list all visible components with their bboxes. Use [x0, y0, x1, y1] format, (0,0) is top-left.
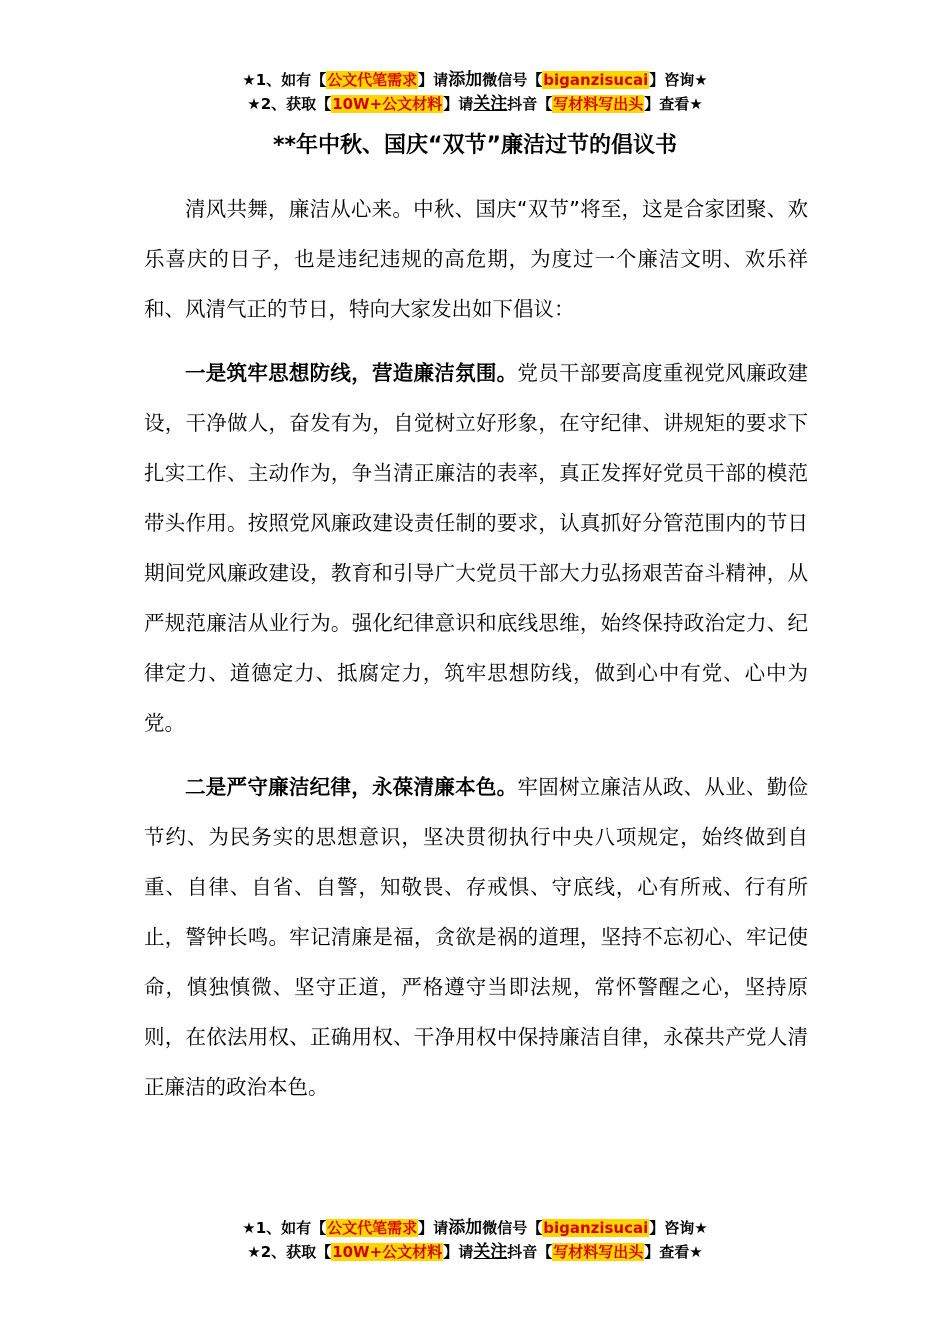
paragraph-point-2 — [144, 762, 808, 1112]
paragraph-text: 党员干部要高度重视党风廉政建设，干净做人，奋发有为，自觉树立好形象，在守纪律、讲规矩的要求下扎实工作、主动作为，争当清正廉洁的表率，真正发挥好党员干部的模范带头作用。按照党风廉政建设责任制的要求，认真抓好分管范围内的节日期间党风廉政建设，教育和引导广大党员干部大力弘扬艰苦奋斗精神，从严规范廉洁从业行为。强化纪律意识和底线思维，始终保持政治定力、纪律定力、道德定力、抵腐定力，筑牢思想防线，做到心中有党、心中为党。 — [144, 361, 809, 735]
promo-text: 微信号【 — [482, 71, 543, 89]
promo-text: ★1、如有【 — [242, 71, 327, 89]
promo-text: 】请 — [418, 1219, 449, 1237]
footer-promo-banner — [0, 1216, 950, 1264]
promo-emphasis: 添加 — [448, 70, 483, 90]
paragraph-point-1 — [144, 348, 808, 748]
promo-text: 抖音【 — [507, 1243, 553, 1261]
promo-text: 抖音【 — [507, 95, 553, 113]
promo-highlight: 10W+公文材料 — [332, 95, 443, 113]
promo-emphasis: 关注 — [473, 94, 508, 114]
promo-highlight: 写材料写出头 — [553, 95, 644, 113]
promo-text: ★1、如有【 — [242, 1219, 327, 1237]
promo-highlight: 10W+公文材料 — [332, 1243, 443, 1261]
promo-highlight: biganzisucai — [543, 1219, 649, 1237]
promo-text: 微信号【 — [482, 1219, 543, 1237]
promo-emphasis: 关注 — [473, 1242, 508, 1262]
document-title: **年中秋、国庆“双节”廉洁过节的倡议书 — [273, 133, 677, 158]
promo-text: ★2、获取【 — [247, 1243, 332, 1261]
promo-line-2 — [0, 1240, 950, 1264]
promo-highlight: biganzisucai — [543, 71, 649, 89]
promo-text: 】请 — [418, 71, 449, 89]
promo-line-2 — [0, 92, 950, 116]
promo-text: 】查看★ — [644, 95, 703, 113]
paragraph-intro — [144, 184, 808, 334]
promo-emphasis: 添加 — [448, 1218, 483, 1238]
promo-text: 】请 — [443, 95, 474, 113]
promo-text: 】查看★ — [644, 1243, 703, 1261]
promo-text: 】请 — [443, 1243, 474, 1261]
promo-text: 】咨询★ — [649, 1219, 708, 1237]
promo-text: ★2、获取【 — [247, 95, 332, 113]
promo-highlight: 写材料写出头 — [553, 1243, 644, 1261]
promo-line-1 — [0, 1216, 950, 1240]
paragraph-text: 清风共舞，廉洁从心来。中秋、国庆“双节”将至，这是合家团聚、欢乐喜庆的日子，也是违纪违规的高危期，为度过一个廉洁文明、欢乐祥和、风清气正的节日，特向大家发出如下倡议： — [144, 197, 808, 321]
paragraph-lead: 二是严守廉洁纪律，永葆清廉本色。 — [185, 775, 518, 799]
promo-highlight: 公文代笔需求 — [327, 1219, 418, 1237]
promo-highlight: 公文代笔需求 — [327, 71, 418, 89]
paragraph-text: 牢固树立廉洁从政、从业、勤俭节约、为民务实的思想意识，坚决贯彻执行中央八项规定，始终做到自重、自律、自省、自警，知敬畏、存戒惧、守底线，心有所戒、行有所止，警钟长鸣。牢记清廉是福，贪欲是祸的道理，坚持不忘初心、牢记使命，慎独慎微、坚守正道，严格遵守当即法规，常怀警醒之心，坚持原则，在依法用权、正确用权、干净用权中保持廉洁自律，永葆共产党人清正廉洁的政治本色。 — [144, 775, 809, 1099]
promo-text: 】咨询★ — [649, 71, 708, 89]
promo-line-1 — [0, 68, 950, 92]
header-promo-banner — [0, 68, 950, 116]
paragraph-lead: 一是筑牢思想防线，营造廉洁氛围。 — [185, 361, 518, 385]
document-body — [144, 184, 808, 1112]
